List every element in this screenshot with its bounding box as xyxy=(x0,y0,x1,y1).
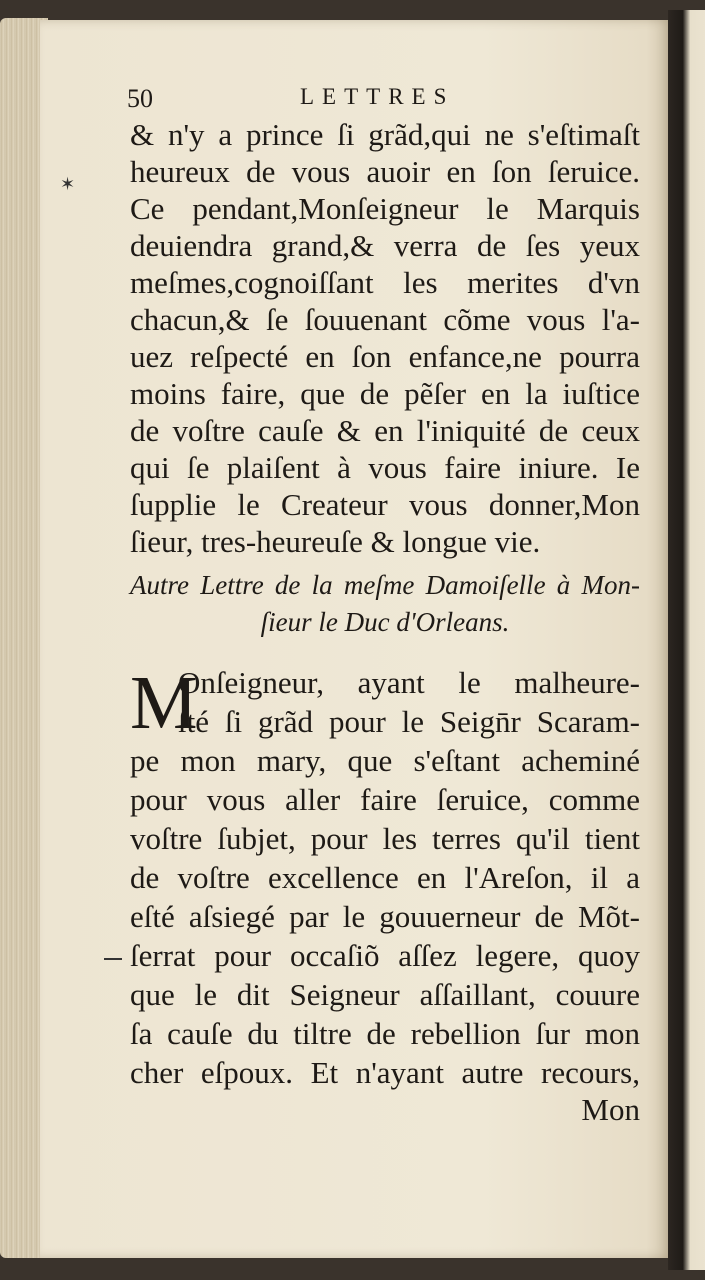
text-line: chacun,& ſe ſouuenant cõme vous l'a- xyxy=(130,302,640,337)
drop-cap: M xyxy=(130,661,198,745)
margin-dash xyxy=(104,958,122,960)
text-line: de voſtre cauſe & en l'iniquité de ceux xyxy=(130,413,640,448)
margin-asterisk-icon: ✶ xyxy=(60,174,76,194)
text-line: Onſeigneur, ayant le malheure- xyxy=(178,665,640,700)
text-line: qui ſe plaiſent à vous faire iniure. Ie xyxy=(130,450,640,485)
text-line: de voſtre excellence en l'Areſon, il a xyxy=(130,860,640,895)
text-line: ſerrat pour occaſiõ aſſez legere, quoy xyxy=(130,938,640,973)
text-line: ſa cauſe du tiltre de rebellion ſur mon xyxy=(130,1016,640,1051)
text-line: & n'y a prince ſi grãd,qui ne s'eſtimaſt xyxy=(130,117,640,152)
text-line: eſté aſsiegé par le gouuerneur de Mõt- xyxy=(130,899,640,934)
letter-heading: ſieur le Duc d'Orleans. xyxy=(260,607,510,637)
page-number: 50 xyxy=(127,84,153,113)
text-line: ſupplie le Createur vous donner,Mon xyxy=(130,487,640,522)
catchword: Mon xyxy=(581,1092,640,1127)
text-line: pe mon mary, que s'eſtant acheminé xyxy=(130,743,640,778)
text-line: ſieur, tres-heureuſe & longue vie. xyxy=(130,524,541,559)
running-title: LETTRES xyxy=(300,84,455,109)
text-line: pour vous aller faire ſeruice, comme xyxy=(130,782,640,817)
text-line: moins faire, que de pẽſer en la iuſtice xyxy=(130,376,640,411)
text-line: deuiendra grand,& verra de ſes yeux xyxy=(130,228,640,263)
text-line: voſtre ſubjet, pour les terres qu'il tient xyxy=(130,821,640,856)
text-line: uez reſpecté en ſon enfance,ne pourra xyxy=(130,339,640,374)
letter-heading: Autre Lettre de la meſme Damoiſelle à Mon- xyxy=(130,570,640,600)
text-line: ſté ſi grãd pour le Seign̄r Scaram- xyxy=(178,704,640,739)
text-line: Ce pendant,Monſeigneur le Marquis xyxy=(130,191,640,226)
text-line: cher eſpoux. Et n'ayant autre recours, xyxy=(130,1055,640,1090)
text-line: heureux de vous auoir en ſon ſeruice. xyxy=(130,154,640,189)
text-line: que le dit Seigneur aſſaillant, couure xyxy=(130,977,640,1012)
text-line: meſmes,cognoiſſant les merites d'vn xyxy=(130,265,640,300)
